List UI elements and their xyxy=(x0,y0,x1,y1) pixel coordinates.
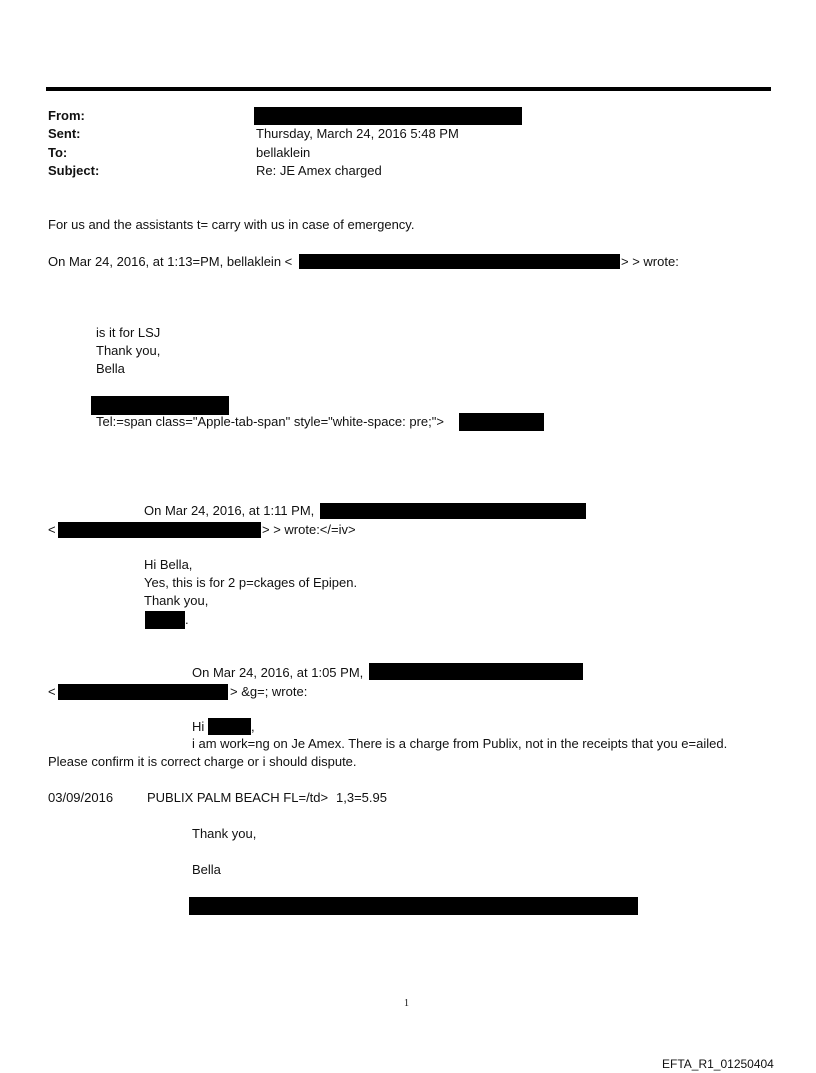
quote3-sender-redaction xyxy=(369,663,583,680)
to-value: bellaklein xyxy=(256,145,311,160)
quote3-comma: , xyxy=(251,719,255,734)
header-rule xyxy=(46,87,771,91)
to-label: To: xyxy=(48,145,68,160)
quote2-dot: . xyxy=(185,612,189,627)
sent-label: Sent: xyxy=(48,126,81,141)
quote1-attribution-end: > > wrote: xyxy=(621,254,679,269)
quote2-line: Thank you, xyxy=(144,593,209,608)
quote1-attribution: On Mar 24, 2016, at 1:13=PM, bellaklein < xyxy=(48,254,293,269)
bates-number: EFTA_R1_01250404 xyxy=(662,1057,774,1071)
from-label: From: xyxy=(48,108,85,123)
quote3-name-redaction xyxy=(208,718,251,735)
quote3-thanks: Thank you, xyxy=(192,826,257,841)
quote2-attribution-end: > > wrote:</=iv> xyxy=(262,522,356,537)
sent-value: Thursday, March 24, 2016 5:48 PM xyxy=(256,126,459,141)
quote3-line: Please confirm it is correct charge or i should dispute. xyxy=(48,754,357,769)
quote2-attribution: On Mar 24, 2016, at 1:11 PM, xyxy=(144,503,315,518)
page-number: 1 xyxy=(404,998,409,1009)
quote3-line: i am work=ng on Je Amex. There is a charge from Publix, not in the receipts that you e=ailed. xyxy=(192,736,728,751)
quote3-attribution: On Mar 24, 2016, at 1:05 PM, xyxy=(192,665,364,680)
quote1-phone-redaction xyxy=(459,413,544,431)
quote1-email-redaction xyxy=(299,254,620,269)
quote3-lt: < xyxy=(48,684,56,699)
charge-date: 03/09/2016 xyxy=(48,790,114,805)
quote1-line: is it for LSJ xyxy=(96,325,161,340)
quote2-signature-redaction xyxy=(145,611,185,629)
quote1-line: Thank you, xyxy=(96,343,161,358)
quote3-email-redaction xyxy=(58,684,228,700)
quote3-footer-redaction xyxy=(189,897,638,915)
quote2-lt: < xyxy=(48,522,56,537)
charge-description: PUBLIX PALM BEACH FL=/td> xyxy=(147,790,329,805)
reply-text: For us and the assistants t= carry with us in case of emergency. xyxy=(48,217,415,232)
quote3-greeting: Hi xyxy=(192,719,205,734)
from-redaction xyxy=(254,107,522,125)
charge-amount: 1,3=5.95 xyxy=(336,790,387,805)
quote2-email-redaction xyxy=(58,522,261,538)
subject-value: Re: JE Amex charged xyxy=(256,163,382,178)
subject-label: Subject: xyxy=(48,163,100,178)
quote1-name-redaction xyxy=(91,396,229,415)
quote1-signature: Bella xyxy=(96,361,125,376)
quote1-tel: Tel:=span class="Apple-tab-span" style="white-space: pre;"> xyxy=(96,414,444,429)
quote3-signature: Bella xyxy=(192,862,221,877)
quote2-sender-redaction xyxy=(320,503,586,519)
quote3-attribution-end: > &g=; wrote: xyxy=(230,684,308,699)
quote2-line: Yes, this is for 2 p=ckages of Epipen. xyxy=(144,575,358,590)
quote2-line: Hi Bella, xyxy=(144,557,193,572)
